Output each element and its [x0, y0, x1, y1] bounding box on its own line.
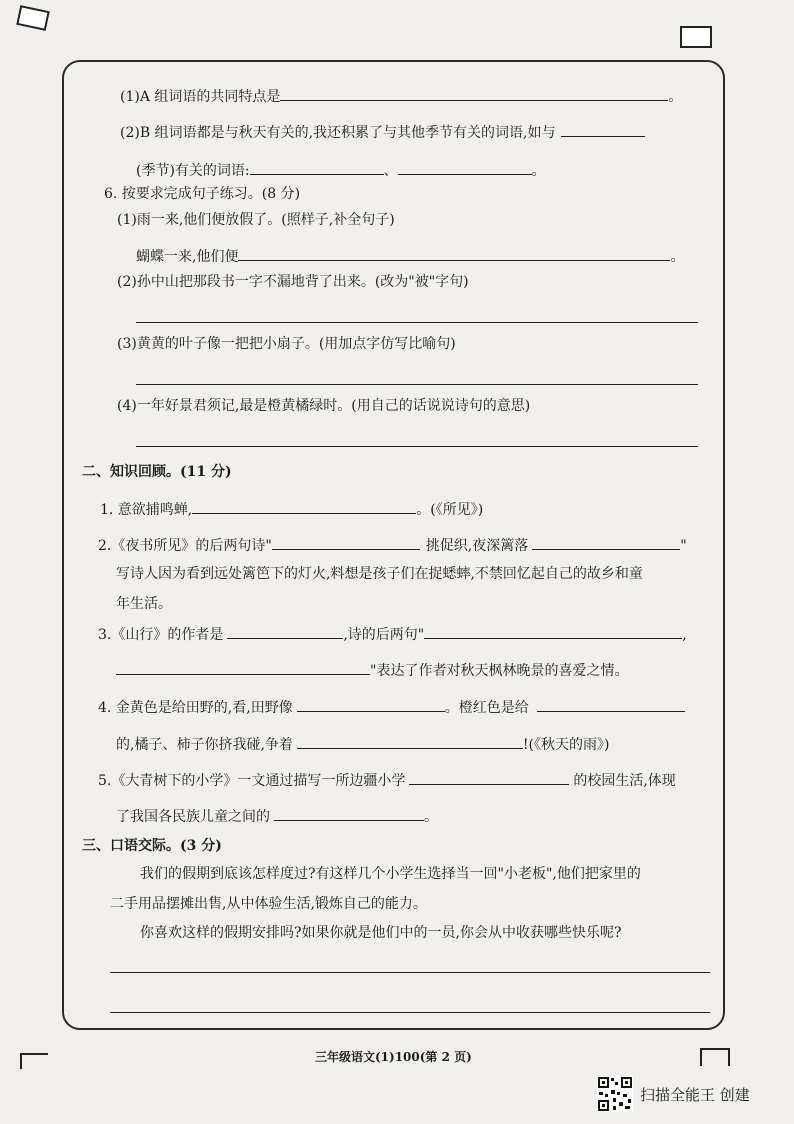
- page-footer: 三年级语文(1)100(第 2 页): [315, 1050, 472, 1064]
- answer-blank[interactable]: [116, 660, 370, 675]
- answer-line[interactable]: [110, 1012, 710, 1013]
- q5-sub2-line2: (季节)有关的词语: 、 。: [136, 160, 546, 181]
- answer-blank[interactable]: [280, 86, 668, 101]
- s2-q2-line3: 年生活。: [116, 596, 172, 612]
- answer-blank[interactable]: [238, 246, 670, 261]
- answer-blank[interactable]: [537, 697, 685, 712]
- section2-title: 二、知识回顾。(11 分): [82, 464, 232, 480]
- section3-title: 三、口语交际。(3 分): [82, 838, 222, 854]
- answer-line[interactable]: [136, 322, 698, 323]
- registration-mark-bottom-left: [20, 1053, 48, 1069]
- qr-code-icon: [597, 1076, 633, 1112]
- answer-blank[interactable]: [409, 770, 569, 785]
- answer-blank[interactable]: [297, 697, 445, 712]
- s2-q1: 1. 意欲捕鸣蝉, 。(《所见》): [100, 499, 483, 520]
- q6-sub3: (3)黄黄的叶子像一把把小扇子。(用加点字仿写比喻句): [117, 336, 456, 352]
- q6-sub1: (1)雨一来,他们便放假了。(照样子,补全句子): [117, 212, 395, 228]
- s2-q5-line2: 了我国各民族儿童之间的 。: [116, 806, 438, 827]
- answer-blank[interactable]: [398, 160, 532, 175]
- registration-mark-top-right: [680, 26, 712, 48]
- s2-q4-line2: 的,橘子、柿子你挤我碰,争着 !(《秋天的雨》): [116, 734, 609, 755]
- answer-blank[interactable]: [561, 122, 645, 137]
- answer-blank[interactable]: [227, 624, 343, 639]
- s3-para1-line1: 我们的假期到底该怎样度过?有这样几个小学生选择当一回"小老板",他们把家里的: [140, 866, 641, 882]
- registration-mark-top-left: [16, 5, 50, 31]
- answer-blank[interactable]: [297, 734, 523, 749]
- q6-sub2: (2)孙中山把那段书一字不漏地背了出来。(改为"被"字句): [117, 274, 469, 290]
- s2-q3-line2: "表达了作者对秋天枫林晚景的喜爱之情。: [116, 660, 628, 681]
- answer-blank[interactable]: [250, 160, 384, 175]
- answer-blank[interactable]: [532, 535, 680, 550]
- answer-blank[interactable]: [272, 535, 420, 550]
- answer-blank[interactable]: [192, 499, 416, 514]
- answer-blank[interactable]: [274, 806, 424, 821]
- s2-q3: 3.《山行》的作者是 ,诗的后两句" ,: [98, 624, 687, 645]
- q5-sub1: (1)A 组词语的共同特点是 。: [120, 86, 682, 107]
- answer-blank[interactable]: [424, 624, 682, 639]
- answer-line[interactable]: [136, 446, 698, 447]
- q5-sub2: (2)B 组词语都是与秋天有关的,我还积累了与其他季节有关的词语,如与: [120, 122, 645, 143]
- s2-q2: 2.《夜书所见》的后两句诗" 挑促织,夜深篱落 ": [98, 535, 687, 556]
- registration-mark-bottom-right: [700, 1048, 730, 1066]
- s2-q5: 5.《大青树下的小学》一文通过描写一所边疆小学 的校园生活,体现: [98, 770, 676, 791]
- scanner-watermark: 扫描全能王 创建: [640, 1086, 750, 1104]
- q6-sub4: (4)一年好景君须记,最是橙黄橘绿时。(用自己的话说说诗句的意思): [117, 398, 531, 414]
- answer-line[interactable]: [110, 972, 710, 973]
- q6-sub1-answer: 蝴蝶一来,他们便 。: [136, 246, 684, 267]
- s3-para2: 你喜欢这样的假期安排吗?如果你就是他们中的一员,你会从中收获哪些快乐呢?: [140, 925, 622, 941]
- s3-para1-line2: 二手用品摆摊出售,从中体验生活,锻炼自己的能力。: [110, 896, 427, 912]
- q6-title: 6. 按要求完成句子练习。(8 分): [104, 186, 301, 202]
- s2-q4: 4. 金黄色是给田野的,看,田野像 。橙红色是给: [98, 697, 685, 718]
- answer-line[interactable]: [136, 384, 698, 385]
- s2-q2-line2: 写诗人因为看到远处篱笆下的灯火,料想是孩子们在捉蟋蟀,不禁回忆起自己的故乡和童: [116, 566, 643, 582]
